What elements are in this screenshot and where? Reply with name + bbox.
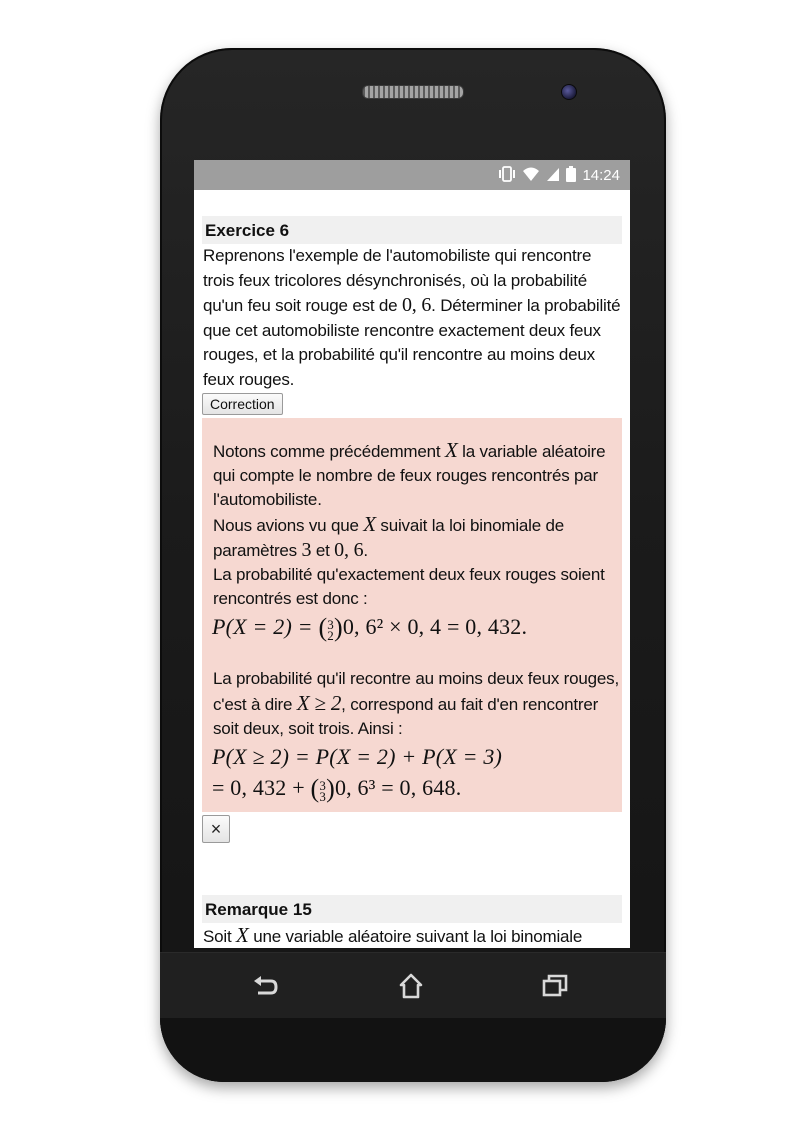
phone-chin — [160, 1018, 666, 1082]
remark-title: Remarque 15 — [202, 895, 622, 923]
remark-text-a: Soit — [203, 927, 232, 946]
correction-text: Notons comme précédemment — [213, 442, 441, 461]
correction-paragraph-2 — [212, 512, 622, 563]
phone-screen — [194, 160, 630, 948]
equation-right: 0, 6² × 0, 4 = 0, 432. — [342, 614, 528, 639]
recent-apps-icon[interactable] — [540, 971, 570, 1001]
exercise-text-b: . Déterminer la probabilité que cet automobiliste rencontre exactement deux feux rouges, et la probabilité qu'il rencontre au moins deux feux rouges. — [203, 296, 621, 389]
binomial-coefficient: 3 3 — [319, 778, 327, 804]
navigation-bar — [160, 952, 666, 1019]
spacer — [212, 643, 622, 667]
equation-3: = 0, 432 + ( 3 3 )0, 6³ = 0, 648. — [212, 774, 462, 804]
correction-text: La probabilité qu'il recontre au moins deux feux rouges, c'est à dire — [213, 669, 619, 714]
exercise-statement — [202, 244, 622, 392]
correction-text: , correspond au fait d'en rencontrer soit deux, soit trois. Ainsi : — [213, 695, 599, 738]
math-value: 0, 6 — [334, 539, 364, 561]
equation-left: P(X = 2) = — [212, 614, 313, 639]
page-content — [202, 216, 622, 976]
correction-paragraph-1 — [212, 438, 622, 512]
status-time: 14:24 — [582, 166, 620, 184]
math-value: 3 — [301, 539, 312, 561]
status-bar — [194, 160, 630, 190]
back-icon[interactable] — [250, 971, 280, 1001]
remark-text-b: une variable aléatoire suivant la loi binomiale — [253, 927, 583, 946]
exercise-title: Exercice 6 — [202, 216, 622, 244]
spacer — [202, 843, 622, 895]
correction-text: . — [363, 541, 368, 560]
wifi-icon — [522, 166, 540, 185]
math-variable: X — [363, 512, 376, 536]
equation-1: P(X = 2) = ( 3 2 )0, 6² × 0, 4 = 0, 432. — [212, 613, 528, 643]
binomial-coefficient: 3 2 — [327, 617, 334, 643]
correction-text: Nous avions vu que — [213, 516, 359, 535]
close-correction-button[interactable]: × — [202, 815, 230, 843]
signal-icon — [546, 166, 560, 185]
equation-right: 0, 6³ = 0, 648. — [334, 775, 462, 800]
exercise-value: 0, 6 — [401, 294, 432, 316]
exercise-text-a: Reprenons l'exemple de l'automobiliste qui rencontre trois feux tricolores désynchronisés, où la probabilité qu'un feu soit rouge est de — [203, 246, 592, 315]
equation-left: = 0, 432 + — [212, 775, 305, 800]
correction-text: la variable aléatoire qui compte le nombre de feux rouges rencontrés par l'automobiliste. — [213, 442, 606, 509]
correction-panel — [202, 418, 622, 812]
correction-paragraph-3: La probabilité qu'exactement deux feux rouges soient rencontrés est donc : — [213, 565, 605, 608]
battery-icon — [566, 166, 576, 185]
correction-text: suivait la loi binomiale de paramètres — [213, 516, 565, 560]
vibrate-icon — [498, 166, 516, 185]
math-condition: X ≥ 2 — [296, 691, 342, 715]
equation-2: P(X ≥ 2) = P(X = 2) + P(X = 3) — [212, 744, 503, 769]
front-camera — [561, 84, 577, 100]
earpiece-speaker — [362, 85, 464, 99]
math-variable: X — [236, 923, 249, 947]
correction-text: et — [315, 541, 330, 560]
correction-paragraph-4 — [212, 667, 622, 741]
home-icon[interactable] — [396, 971, 426, 1001]
correction-button[interactable]: Correction — [202, 393, 283, 415]
math-variable: X — [444, 438, 458, 462]
